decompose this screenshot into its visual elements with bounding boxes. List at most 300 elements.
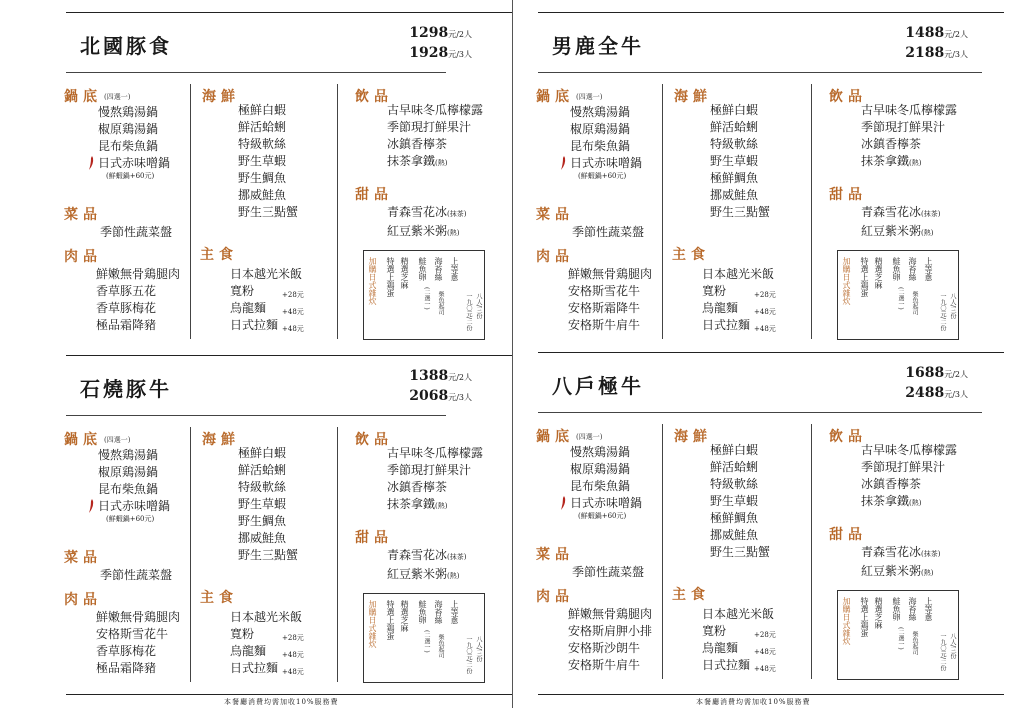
drink-name: 古早味冬瓜檸檬露 [861,103,958,117]
soup-list [570,104,642,182]
meat-item: 安格斯肩胛小排 [568,624,653,638]
staple-name: 日本越光米飯 [230,610,303,624]
staple-name: 日本越光米飯 [230,267,303,281]
meat-item: 極品霜降豬 [96,318,157,332]
addon-text: 鮭魚卵 [418,257,427,281]
drink-item [387,479,483,496]
price-two-unit: 元/2人 [944,370,968,379]
staple-item [230,626,302,643]
set-name: 八戶極牛 [552,374,644,398]
staple-item [230,660,302,677]
column-rule [662,424,663,679]
menu-page-right [516,0,1024,708]
seafood-item: 挪威鮭魚 [238,188,287,202]
seafood-item: 鮮活蛤蜊 [710,460,759,474]
addon-text: 上等蔥 [924,597,933,621]
drink-name: 古早味冬瓜檸檬露 [387,103,484,117]
dessert-note: (抹茶) [921,210,941,218]
dessert-note: (抹茶) [921,550,941,558]
dessert-item [387,566,466,585]
staple-surcharge: +48元 [754,665,776,673]
staple-item [230,609,302,626]
addon-option: 柴魚起司 [911,631,918,655]
dessert-name: 青森雪花冰 [861,545,922,559]
column-rule [190,427,191,682]
soup-list [98,447,170,525]
seafood-item: 野生鯛魚 [238,514,287,528]
dessert-item [387,547,466,566]
column-rule [662,84,663,339]
addon-text: 精選芝麻 [400,600,409,632]
drink-hot-note: (熱) [435,159,448,167]
staple-name: 日式拉麵 [230,318,279,332]
staple-item [230,317,302,334]
set-price [409,24,472,64]
staple-surcharge: +48元 [282,308,304,316]
staple-list [230,609,302,677]
seafood-category: 海鮮 [202,432,240,448]
staple-surcharge: +48元 [754,325,776,333]
staple-item [230,266,302,283]
staple-surcharge: +28元 [754,631,776,639]
soup-item: 昆布柴魚鍋 [98,139,159,153]
seafood-item: 鮮活蛤蜊 [238,120,287,134]
addon-choice-note: (二選一) [423,630,430,653]
price-two: 1298 [409,25,449,41]
bottom-rule [66,694,512,695]
staple-item [702,640,774,657]
dessert-category: 甜品 [829,527,867,543]
price-three-unit: 元/3人 [448,393,472,402]
addon-text: 海苔絲 [908,597,917,621]
meat-item: 安格斯牛肩牛 [568,658,641,672]
page-divider [512,0,513,708]
drink-name: 季節現打鮮果汁 [861,120,946,134]
staple-surcharge: +48元 [754,308,776,316]
staple-item [702,266,774,283]
addon-text: 精選芝麻 [874,257,883,289]
set-name: 石燒豚牛 [80,377,172,401]
veg-list [100,224,172,241]
seafood-item: 挪威鮭魚 [710,188,759,202]
drink-item [861,119,957,136]
price-three: 1928 [409,45,449,61]
soup-addon-note: (鮮蝦鍋+60元) [578,512,627,520]
drink-name: 古早味冬瓜檸檬露 [387,446,484,460]
soup-addon-note: (鮮蝦鍋+60元) [106,172,155,180]
drink-item [861,102,957,119]
header-rule [66,415,446,416]
staple-surcharge: +48元 [754,648,776,656]
set-price [905,364,968,404]
drink-list [387,102,483,172]
dessert-name: 紅豆紫米粥 [387,224,448,238]
soup-list [570,444,642,522]
seafood-category: 海鮮 [674,89,712,105]
staple-name: 寬粉 [702,284,727,298]
veg-category: 菜品 [64,550,102,566]
staple-category: 主食 [672,587,710,603]
addon-price: 一九〇元/二份 [939,633,946,672]
soup-item: 日式赤味噌鍋 [98,155,170,172]
seafood-category: 海鮮 [674,429,712,445]
staple-list [230,266,302,334]
seafood-item: 挪威鮭魚 [710,528,759,542]
seafood-list [710,102,770,221]
dessert-note: (抹茶) [447,553,467,561]
addon-choice-note: (二選一) [423,287,430,310]
drink-name: 季節現打鮮果汁 [387,120,472,134]
soup-choice-note: (四選一) [576,93,603,101]
dessert-item [387,223,466,242]
seafood-item: 野生三點蟹 [710,545,771,559]
seafood-item: 特級軟絲 [710,137,759,151]
drink-name: 季節現打鮮果汁 [861,460,946,474]
addon-price-alt: 八人/三份 [475,293,482,320]
staple-name: 寬粉 [230,627,255,641]
drink-item [861,476,957,493]
price-two-unit: 元/2人 [448,373,472,382]
meat-item: 香草豚梅花 [96,301,157,315]
drink-category: 飲品 [355,89,393,105]
seafood-item: 鮮活蛤蜊 [238,463,287,477]
addon-text: 海苔絲 [434,600,443,624]
dessert-note: (熱) [447,572,460,580]
soup-list [98,104,170,182]
drink-item [387,102,483,119]
staple-item [230,643,302,660]
staple-surcharge: +28元 [282,291,304,299]
bottom-rule [538,694,1004,695]
staple-name: 寬粉 [230,284,255,298]
veg-item: 季節性蔬菜盤 [572,225,645,239]
column-rule [811,424,812,679]
addon-choice-note: (二選一) [897,627,904,650]
staple-item [702,283,774,300]
dessert-name: 紅豆紫米粥 [861,224,922,238]
seafood-item: 極鮮鯛魚 [710,171,759,185]
soup-item: 日式赤味噌鍋 [570,495,642,512]
drink-hot-note: (熱) [909,159,922,167]
soup-category: 鍋底 [64,432,102,448]
staple-name: 日本越光米飯 [702,267,775,281]
price-three-unit: 元/3人 [944,50,968,59]
dessert-list [861,544,940,582]
meat-item: 安格斯霜降牛 [568,301,641,315]
chili-spicy-icon [560,496,566,510]
price-two: 1488 [905,25,945,41]
addon-text: 特選上鶏蛋 [860,257,869,297]
staple-name: 日本越光米飯 [702,607,775,621]
staple-name: 日式拉麵 [230,661,279,675]
soup-item: 椒原鶏湯鍋 [570,462,631,476]
dessert-note: (熱) [921,229,934,237]
dessert-name: 青森雪花冰 [861,205,922,219]
meat-item: 鮮嫩無骨鶏腿肉 [96,267,181,281]
soup-category: 鍋底 [64,89,102,105]
veg-item: 季節性蔬菜盤 [100,225,173,239]
drink-name: 季節現打鮮果汁 [387,463,472,477]
service-charge-note: 本餐廳消費均需加收10%服務費 [696,698,811,706]
header-rule [66,72,446,73]
addon-text: 海苔絲 [434,257,443,281]
drink-name: 冰鎮香檸茶 [861,477,922,491]
addon-text: 加購日式雜炊 [842,597,851,645]
soup-item: 昆布柴魚鍋 [98,482,159,496]
addon-price-alt: 八人/三份 [949,633,956,660]
soup-item: 昆布柴魚鍋 [570,139,631,153]
drink-name: 抹茶拿鐵 [861,154,910,168]
seafood-item: 野生草蝦 [238,154,287,168]
staple-name: 日式拉麵 [702,318,751,332]
dessert-list [387,204,466,242]
addon-text: 上等蔥 [924,257,933,281]
staple-surcharge: +48元 [282,668,304,676]
addon-text: 鮭魚卵 [892,257,901,281]
drink-name: 古早味冬瓜檸檬露 [861,443,958,457]
addon-text: 上等蔥 [450,257,459,281]
addon-text: 特選上鶏蛋 [860,597,869,637]
meat-category: 肉品 [536,589,574,605]
seafood-item: 特級軟絲 [238,137,287,151]
meat-list [96,609,180,677]
staple-item [702,606,774,623]
drink-name: 冰鎮香檸茶 [387,480,448,494]
dessert-name: 紅豆紫米粥 [861,564,922,578]
seafood-list [238,445,298,564]
seafood-item: 極鮮鯛魚 [710,511,759,525]
price-two-unit: 元/2人 [448,30,472,39]
staple-surcharge: +28元 [754,291,776,299]
service-charge-note: 本餐廳消費均需加收10%服務費 [224,698,339,706]
rice-porridge-addon-box [363,593,485,683]
soup-category: 鍋底 [536,89,574,105]
dessert-item [861,204,940,223]
drink-name: 抹茶拿鐵 [387,154,436,168]
soup-item: 慢熬鶏湯鍋 [570,445,631,459]
seafood-item: 野生草蝦 [238,497,287,511]
seafood-item: 特級軟絲 [710,477,759,491]
drink-item [387,153,483,172]
dessert-name: 青森雪花冰 [387,205,448,219]
staple-name: 日式拉麵 [702,658,751,672]
dessert-item [861,563,940,582]
staple-item [230,300,302,317]
price-two-unit: 元/2人 [944,30,968,39]
staple-item [702,317,774,334]
meat-category: 肉品 [64,592,102,608]
soup-addon-note: (鮮蝦鍋+60元) [106,515,155,523]
addon-text: 鮭魚卵 [892,597,901,621]
seafood-item: 野生草蝦 [710,494,759,508]
dessert-category: 甜品 [355,530,393,546]
set-price [905,24,968,64]
soup-addon-note: (鮮蝦鍋+60元) [578,172,627,180]
price-three-unit: 元/3人 [944,390,968,399]
addon-text: 加購日式雜炊 [842,257,851,305]
dessert-note: (熱) [447,229,460,237]
column-rule [337,427,338,682]
veg-list [572,564,644,581]
set-name: 男鹿全牛 [552,34,644,58]
drink-item [387,136,483,153]
meat-list [568,266,652,334]
staple-surcharge: +28元 [282,634,304,642]
column-rule [337,84,338,339]
addon-text: 特選上鶏蛋 [386,257,395,297]
meat-category: 肉品 [64,249,102,265]
meat-item: 安格斯雪花牛 [96,627,169,641]
staple-name: 烏龍麵 [230,301,267,315]
soup-item: 日式赤味噌鍋 [98,498,170,515]
drink-list [861,102,957,172]
veg-category: 菜品 [536,547,574,563]
meat-item: 安格斯沙朗牛 [568,641,641,655]
rice-porridge-addon-box [363,250,485,340]
soup-item: 日式赤味噌鍋 [570,155,642,172]
soup-item: 慢熬鶏湯鍋 [98,105,159,119]
menu-set-4 [516,340,1024,685]
price-two: 1688 [905,365,945,381]
dessert-name: 青森雪花冰 [387,548,448,562]
soup-item: 椒原鶏湯鍋 [570,122,631,136]
dessert-item [861,544,940,563]
addon-text: 加購日式雜炊 [368,600,377,648]
addon-price: 一九〇元/二份 [939,293,946,332]
column-rule [190,84,191,339]
drink-list [387,445,483,515]
dessert-note: (抹茶) [447,210,467,218]
staple-item [230,283,302,300]
column-rule [811,84,812,339]
seafood-item: 極鮮白蝦 [710,103,759,117]
drink-category: 飲品 [355,432,393,448]
meat-item: 鮮嫩無骨鶏腿肉 [568,267,653,281]
addon-text: 鮭魚卵 [418,600,427,624]
drink-item [387,496,483,515]
header-rule [538,412,982,413]
meat-list [568,606,652,674]
seafood-list [238,102,298,221]
addon-text: 精選芝麻 [400,257,409,289]
dessert-list [861,204,940,242]
addon-price-alt: 八人/三份 [475,636,482,663]
veg-item: 季節性蔬菜盤 [100,568,173,582]
rice-porridge-addon-box [837,250,959,340]
staple-name: 寬粉 [702,624,727,638]
drink-item [861,153,957,172]
rice-porridge-addon-box [837,590,959,680]
meat-item: 鮮嫩無骨鶏腿肉 [568,607,653,621]
veg-category: 菜品 [64,207,102,223]
drink-name: 抹茶拿鐵 [387,497,436,511]
dessert-category: 甜品 [355,187,393,203]
dessert-category: 甜品 [829,187,867,203]
addon-price: 一九〇元/二份 [465,636,472,675]
header-rule [538,72,982,73]
staple-category: 主食 [200,247,238,263]
menu-set-1 [0,0,512,345]
staple-name: 烏龍麵 [230,644,267,658]
addon-choice-note: (二選一) [897,287,904,310]
addon-text: 上等蔥 [450,600,459,624]
menu-set-3 [516,0,1024,345]
price-three: 2068 [409,388,449,404]
addon-text: 精選芝麻 [874,597,883,629]
drink-name: 冰鎮香檸茶 [861,137,922,151]
drink-item [861,459,957,476]
staple-category: 主食 [200,590,238,606]
meat-item: 安格斯牛肩牛 [568,318,641,332]
staple-surcharge: +48元 [282,325,304,333]
drink-item [387,462,483,479]
staple-name: 烏龍麵 [702,641,739,655]
seafood-item: 野生鯛魚 [238,171,287,185]
staple-item [702,623,774,640]
chili-spicy-icon [88,156,94,170]
drink-item [861,136,957,153]
seafood-item: 極鮮白蝦 [238,446,287,460]
addon-price: 一九〇元/二份 [465,293,472,332]
drink-item [861,493,957,512]
veg-item: 季節性蔬菜盤 [572,565,645,579]
seafood-item: 極鮮白蝦 [710,443,759,457]
soup-item: 慢熬鶏湯鍋 [98,448,159,462]
drink-item [387,119,483,136]
meat-list [96,266,180,334]
meat-item: 極品霜降豬 [96,661,157,675]
price-two: 1388 [409,368,449,384]
chili-spicy-icon [88,499,94,513]
price-three-unit: 元/3人 [448,50,472,59]
dessert-item [861,223,940,242]
staple-name: 烏龍麵 [702,301,739,315]
staple-list [702,266,774,334]
seafood-category: 海鮮 [202,89,240,105]
drink-item [861,442,957,459]
seafood-item: 挪威鮭魚 [238,531,287,545]
addon-text: 海苔絲 [908,257,917,281]
set-price [409,367,472,407]
dessert-item [387,204,466,223]
staple-item [702,300,774,317]
drink-category: 飲品 [829,89,867,105]
meat-item: 鮮嫩無骨鶏腿肉 [96,610,181,624]
seafood-list [710,442,770,561]
addon-text: 加購日式雜炊 [368,257,377,305]
price-three: 2188 [905,45,945,61]
addon-price-alt: 八人/三份 [949,293,956,320]
dessert-note: (熱) [921,569,934,577]
seafood-item: 特級軟絲 [238,480,287,494]
meat-item: 香草豚梅花 [96,644,157,658]
addon-text: 特選上鶏蛋 [386,600,395,640]
dessert-list [387,547,466,585]
veg-list [572,224,644,241]
seafood-item: 鮮活蛤蜊 [710,120,759,134]
soup-item: 昆布柴魚鍋 [570,479,631,493]
soup-item: 椒原鶏湯鍋 [98,465,159,479]
drink-hot-note: (熱) [435,502,448,510]
seafood-item: 極鮮白蝦 [238,103,287,117]
veg-list [100,567,172,584]
drink-hot-note: (熱) [909,499,922,507]
seafood-item: 野生三點蟹 [238,205,299,219]
meat-category: 肉品 [536,249,574,265]
soup-category: 鍋底 [536,429,574,445]
menu-set-2 [0,343,512,688]
soup-item: 慢熬鶏湯鍋 [570,105,631,119]
